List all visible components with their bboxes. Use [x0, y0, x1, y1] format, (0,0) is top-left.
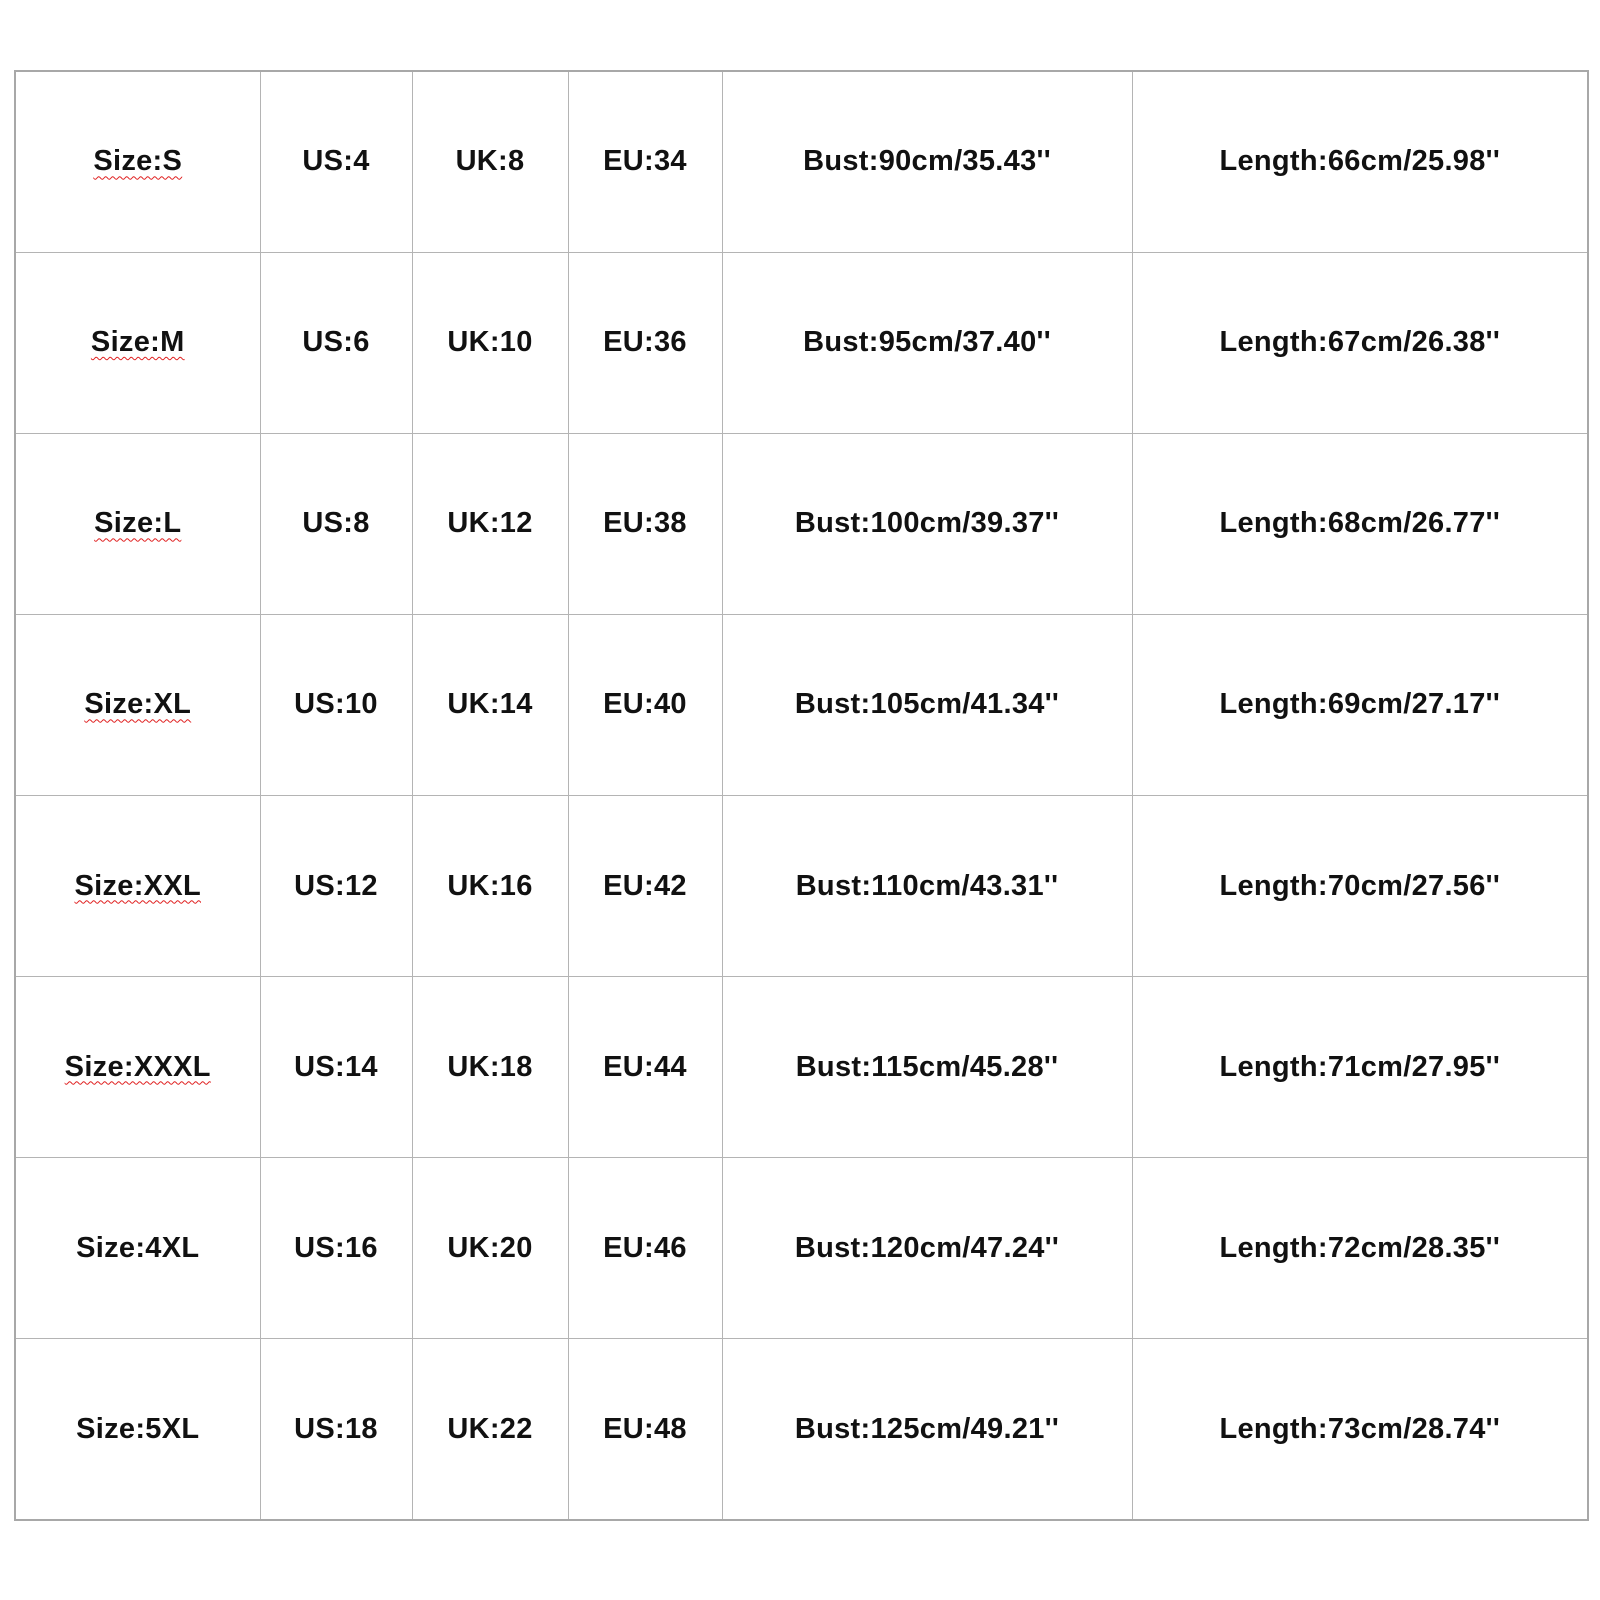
- eu-size-cell: EU:38: [568, 433, 722, 614]
- eu-size-cell: EU:36: [568, 252, 722, 433]
- length-cell: Length:68cm/26.77'': [1132, 433, 1588, 614]
- length-cell: Length:67cm/26.38'': [1132, 252, 1588, 433]
- size-label: Size:S: [93, 145, 183, 178]
- length-cell: Length:70cm/27.56'': [1132, 796, 1588, 977]
- bust-cell: Bust:100cm/39.37'': [722, 433, 1132, 614]
- size-label: Size:XXL: [74, 869, 201, 902]
- uk-size-cell: UK:16: [412, 796, 568, 977]
- eu-size-cell: EU:40: [568, 614, 722, 795]
- size-label: Size:5XL: [76, 1412, 200, 1445]
- size-cell: [15, 1158, 260, 1339]
- bust-cell: Bust:120cm/47.24'': [722, 1158, 1132, 1339]
- us-size-cell: US:14: [260, 977, 412, 1158]
- bust-cell: Bust:90cm/35.43'': [722, 71, 1132, 252]
- table-row: [15, 796, 1588, 977]
- size-label: Size:4XL: [76, 1231, 200, 1264]
- table-row: [15, 1158, 1588, 1339]
- uk-size-cell: UK:12: [412, 433, 568, 614]
- length-cell: Length:72cm/28.35'': [1132, 1158, 1588, 1339]
- uk-size-cell: UK:20: [412, 1158, 568, 1339]
- size-cell: [15, 71, 260, 252]
- us-size-cell: US:18: [260, 1339, 412, 1520]
- length-cell: Length:66cm/25.98'': [1132, 71, 1588, 252]
- size-cell: [15, 252, 260, 433]
- table-row: [15, 977, 1588, 1158]
- us-size-cell: US:6: [260, 252, 412, 433]
- size-cell: [15, 1339, 260, 1520]
- uk-size-cell: UK:10: [412, 252, 568, 433]
- size-cell: [15, 614, 260, 795]
- us-size-cell: US:8: [260, 433, 412, 614]
- size-label: Size:XL: [84, 688, 192, 721]
- length-cell: Length:73cm/28.74'': [1132, 1339, 1588, 1520]
- us-size-cell: US:16: [260, 1158, 412, 1339]
- table-row: [15, 1339, 1588, 1520]
- table-row: [15, 614, 1588, 795]
- bust-cell: Bust:95cm/37.40'': [722, 252, 1132, 433]
- size-label: Size:XXXL: [64, 1050, 211, 1083]
- table-row: [15, 252, 1588, 433]
- eu-size-cell: EU:34: [568, 71, 722, 252]
- eu-size-cell: EU:48: [568, 1339, 722, 1520]
- bust-cell: Bust:110cm/43.31'': [722, 796, 1132, 977]
- uk-size-cell: UK:8: [412, 71, 568, 252]
- bust-cell: Bust:125cm/49.21'': [722, 1339, 1132, 1520]
- us-size-cell: US:12: [260, 796, 412, 977]
- us-size-cell: US:10: [260, 614, 412, 795]
- size-label: Size:M: [90, 326, 185, 359]
- size-cell: [15, 796, 260, 977]
- size-cell: [15, 433, 260, 614]
- eu-size-cell: EU:44: [568, 977, 722, 1158]
- eu-size-cell: EU:42: [568, 796, 722, 977]
- us-size-cell: US:4: [260, 71, 412, 252]
- length-cell: Length:71cm/27.95'': [1132, 977, 1588, 1158]
- eu-size-cell: EU:46: [568, 1158, 722, 1339]
- table-row: [15, 433, 1588, 614]
- uk-size-cell: UK:22: [412, 1339, 568, 1520]
- size-cell: [15, 977, 260, 1158]
- bust-cell: Bust:115cm/45.28'': [722, 977, 1132, 1158]
- bust-cell: Bust:105cm/41.34'': [722, 614, 1132, 795]
- table-row: [15, 71, 1588, 252]
- size-label: Size:L: [94, 507, 182, 540]
- uk-size-cell: UK:14: [412, 614, 568, 795]
- uk-size-cell: UK:18: [412, 977, 568, 1158]
- length-cell: Length:69cm/27.17'': [1132, 614, 1588, 795]
- size-chart-table: [14, 70, 1589, 1521]
